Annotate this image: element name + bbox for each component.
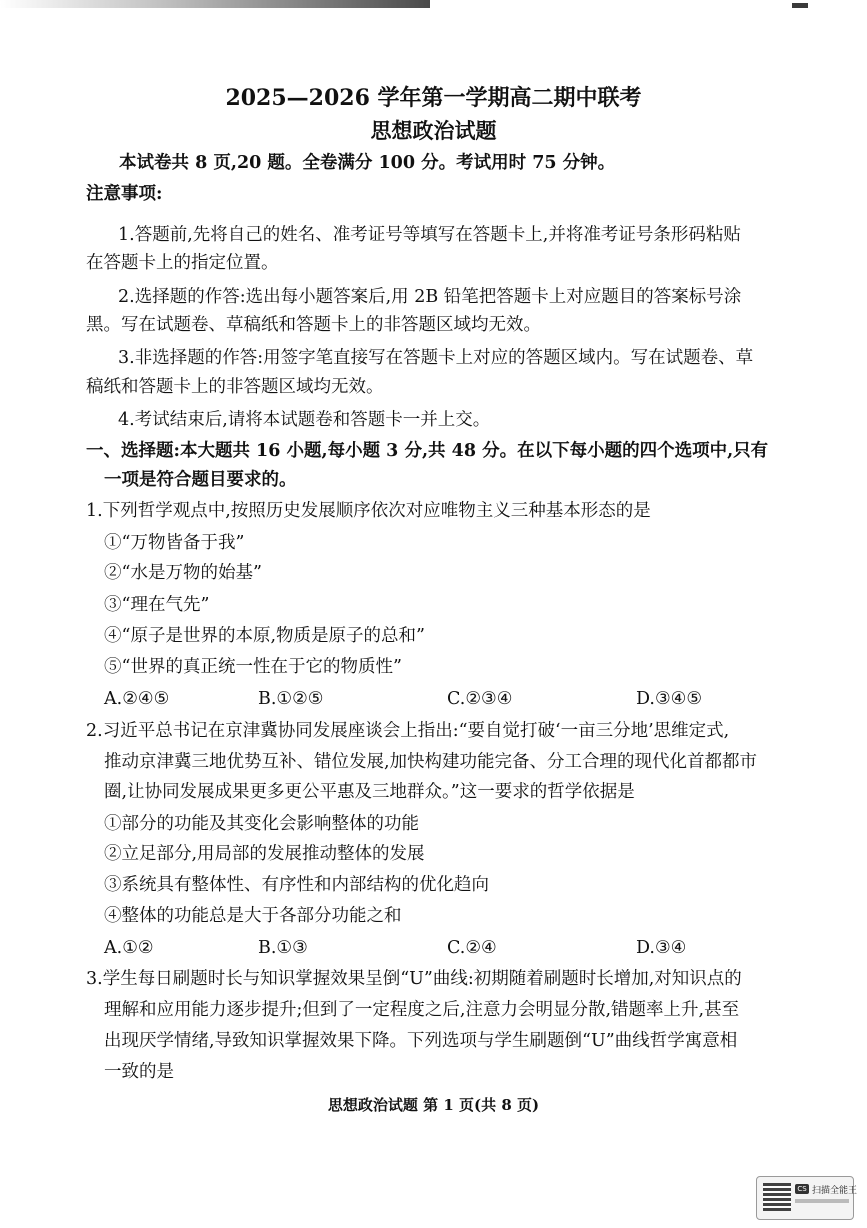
question-1-stem: 1.下列哲学观点中,按照历史发展顺序依次对应唯物主义三种基本形态的是 <box>86 501 651 521</box>
notice-line: 1.答题前,先将自己的姓名、准考证号等填写在答题卡上,并将准考证号条形码粘贴 <box>118 225 741 245</box>
question-1-item: ⑤“世界的真正统一性在于它的物质性” <box>104 657 402 677</box>
question-2-item: ①部分的功能及其变化会影响整体的功能 <box>104 814 419 834</box>
qr-code-icon <box>763 1183 791 1211</box>
question-1-item: ②“水是万物的始基” <box>104 563 262 583</box>
question-2-stem: 圈,让协同发展成果更多更公平惠及三地群众。”这一要求的哲学依据是 <box>104 782 635 802</box>
section-heading: 一项是符合题目要求的。 <box>104 470 297 490</box>
question-3-stem: 3.学生每日刷题时长与知识掌握效果呈倒“U”曲线:初期随着刷题时长增加,对知识点的 <box>86 969 742 989</box>
question-2-item: ③系统具有整体性、有序性和内部结构的优化趋向 <box>104 875 489 895</box>
question-1-option-a: A.②④⑤ <box>104 689 170 709</box>
exam-title: 2025—2026 学年第一学期高二期中联考 <box>225 85 642 111</box>
notice-line: 3.非选择题的作答:用签字笔直接写在答题卡上对应的答题区域内。写在试题卷、草 <box>118 348 754 368</box>
question-1-option-b: B.①②⑤ <box>258 689 324 709</box>
question-1-option-c: C.②③④ <box>447 689 513 709</box>
scanner-caption <box>795 1199 849 1203</box>
question-3-stem: 理解和应用能力逐步提升;但到了一定程度之后,注意力会明显分散,错题率上升,甚至 <box>104 1000 740 1020</box>
question-2-option-b: B.①③ <box>258 938 308 958</box>
notice-line: 稿纸和答题卡上的非答题区域均无效。 <box>86 377 384 397</box>
question-2-option-d: D.③④ <box>636 938 687 958</box>
scanner-watermark <box>756 1176 858 1220</box>
page-footer: 思想政治试题 第 1 页(共 8 页) <box>327 1096 540 1114</box>
question-3-stem: 一致的是 <box>104 1062 174 1082</box>
notice-line: 2.选择题的作答:选出每小题答案后,用 2B 铅笔把答题卡上对应题目的答案标号涂 <box>118 287 742 307</box>
question-1-option-d: D.③④⑤ <box>636 689 703 709</box>
question-2-item: ②立足部分,用局部的发展推动整体的发展 <box>104 844 425 864</box>
notice-line: 4.考试结束后,请将本试题卷和答题卡一并上交。 <box>118 410 491 430</box>
scan-edge-shadow <box>0 0 430 8</box>
scanner-app-name: 扫描全能王 <box>812 1186 858 1196</box>
question-1-item: ③“理在气先” <box>104 595 210 615</box>
notice-heading: 注意事项: <box>86 184 163 204</box>
exam-intro: 本试卷共 8 页,20 题。全卷满分 100 分。考试用时 75 分钟。 <box>119 153 616 173</box>
question-3-stem: 出现厌学情绪,导致知识掌握效果下降。下列选项与学生刷题倒“U”曲线哲学寓意相 <box>104 1031 738 1051</box>
question-2-item: ④整体的功能总是大于各部分功能之和 <box>104 906 402 926</box>
question-1-item: ④“原子是世界的本原,物质是原子的总和” <box>104 626 425 646</box>
notice-line: 黑。写在试题卷、草稿纸和答题卡上的非答题区域均无效。 <box>86 315 541 335</box>
section-heading: 一、选择题:本大题共 16 小题,每小题 3 分,共 48 分。在以下每小题的四个选项中,只有 <box>86 441 769 461</box>
scanner-logo-icon: CS <box>795 1184 809 1194</box>
question-1-item: ①“万物皆备于我” <box>104 533 245 553</box>
question-2-stem: 推动京津冀三地优势互补、错位发展,加快构建功能完备、分工合理的现代化首都都市 <box>104 752 758 772</box>
scan-edge-mark <box>792 3 808 8</box>
notice-line: 在答题卡上的指定位置。 <box>86 253 279 273</box>
question-2-option-c: C.②④ <box>447 938 497 958</box>
question-2-option-a: A.①② <box>104 938 154 958</box>
exam-subtitle: 思想政治试题 <box>370 118 497 143</box>
question-2-stem: 2.习近平总书记在京津冀协同发展座谈会上指出:“要自觉打破‘一亩三分地’思维定式, <box>86 721 730 741</box>
